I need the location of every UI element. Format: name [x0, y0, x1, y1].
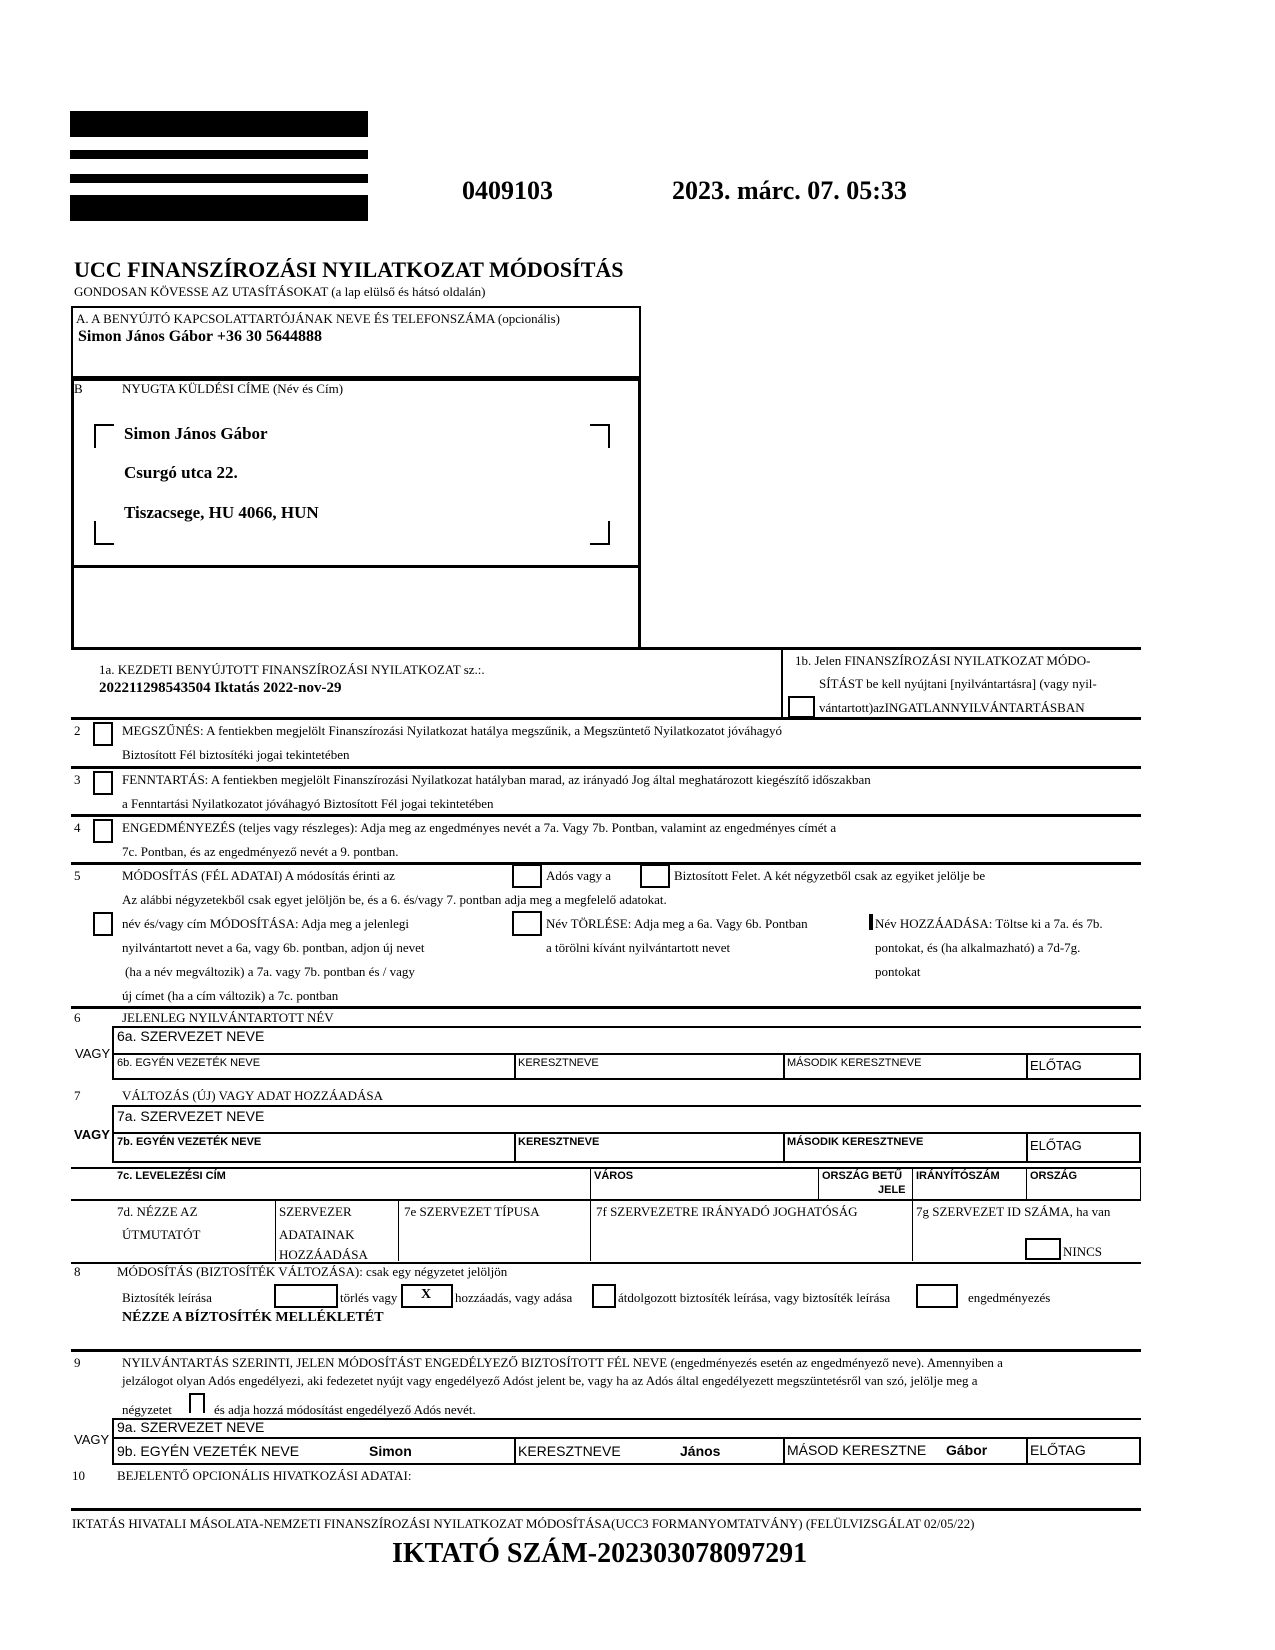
s7d2-line1: SZERVEZER — [279, 1204, 352, 1219]
s9b-value[interactable]: Simon — [369, 1443, 412, 1459]
blank-box — [71, 568, 641, 648]
s7c-col-4 — [1026, 1167, 1027, 1199]
s7d-col-2 — [398, 1199, 399, 1261]
form-subtitle: GONDOSAN KÖVESSE AZ UTASÍTÁSOKAT (a lap elülső és hátsó oldalán) — [74, 284, 486, 299]
s5-opt1-line4: új címet (ha a cím változik) a 7c. pontban — [122, 988, 339, 1003]
s7-num: 7 — [74, 1088, 81, 1103]
divider-1 — [71, 647, 1141, 650]
s10-num: 10 — [72, 1468, 85, 1483]
s3-num: 3 — [74, 772, 81, 787]
s2-line2: Biztosított Fél biztosítéki jogai tekintetében — [122, 747, 350, 762]
s6-col-3 — [1026, 1053, 1028, 1080]
form-title: UCC FINANSZÍROZÁSI NYILATKOZAT MÓDOSÍTÁS — [74, 257, 624, 282]
s9-col-1 — [514, 1437, 516, 1465]
s1b-line3: vántartott)azINGATLANNYILVÁNTARTÁSBAN — [819, 700, 1085, 715]
s6a-label: 6a. SZERVEZET NEVE — [117, 1028, 265, 1044]
section-b-label: NYUGTA KÜLDÉSI CÍME (Név és Cím) — [122, 381, 344, 396]
s5-debtor-checkbox[interactable] — [512, 864, 542, 888]
s6b-label: 6b. EGYÉN VEZETÉK NEVE — [117, 1057, 261, 1069]
s5-opt3-line1: Név HOZZÁADÁSA: Töltse ki a 7a. és 7b. — [875, 916, 1103, 931]
s7-middlename-label: MÁSODIK KERESZTNEVE — [787, 1136, 924, 1148]
s9-col-3 — [1026, 1437, 1028, 1465]
s7-left-border — [112, 1105, 114, 1163]
divider-4 — [71, 814, 1141, 817]
s5-opt1-line1: név és/vagy cím MÓDOSÍTÁSA: Adja meg a jelenlegi — [122, 916, 410, 931]
s8-text-2: törlés vagy — [340, 1290, 398, 1305]
s5-opt3-line3: pontokat — [875, 964, 921, 979]
s7-vagy: VAGY — [74, 1127, 110, 1142]
s5-line1a: MÓDOSÍTÁS (FÉL ADATAI) A módosítás érinti az — [122, 868, 395, 883]
s9-line3a: négyzetet — [122, 1402, 172, 1417]
header-bar-4 — [70, 195, 368, 221]
s7d-col-4 — [912, 1199, 913, 1261]
s7g-none-label: NINCS — [1063, 1244, 1103, 1259]
s5-line1c: Biztosított Felet. A két négyzetből csak az egyiket jelölje be — [674, 868, 986, 883]
address-corner-br — [590, 521, 610, 545]
s9-checkbox[interactable] — [189, 1393, 205, 1413]
s6-row-mid — [113, 1053, 1141, 1055]
s7-prefix-label: ELŐTAG — [1030, 1138, 1082, 1153]
header-bar-1 — [70, 111, 368, 137]
s1b-checkbox[interactable] — [788, 696, 815, 718]
s7c-col-3 — [912, 1167, 913, 1199]
s9-line1: NYILVÁNTARTÁS SZERINTI, JELEN MÓDOSÍTÁST ENGEDÉLYEZŐ BIZTOSÍTOTT FÉL NEVE (engedményezés esetén az engedményező neve). Amennyiben a — [122, 1355, 1003, 1370]
s7d2-line2: ADATAINAK — [279, 1227, 355, 1242]
section-b-letter: B — [74, 381, 83, 396]
s8-note: NÉZZE A BÍZTOSÍTÉK MELLÉKLETÉT — [122, 1310, 384, 1325]
address-corner-tr — [590, 424, 610, 448]
s7a-label: 7a. SZERVEZET NEVE — [117, 1108, 265, 1124]
s4-checkbox[interactable] — [93, 819, 113, 843]
s9-middlename-value[interactable]: Gábor — [946, 1442, 988, 1458]
s7c-city-label: VÁROS — [594, 1170, 634, 1182]
s9-row-top — [113, 1418, 1141, 1420]
section-a-value: Simon János Gábor +36 30 5644888 — [78, 328, 322, 345]
s6-middlename-label: MÁSODIK KERESZTNEVE — [787, 1057, 922, 1069]
s5-secured-party-checkbox[interactable] — [640, 864, 670, 888]
s8-restate-checkbox[interactable] — [592, 1284, 616, 1308]
s9-num: 9 — [74, 1355, 81, 1370]
s6-right-border — [1139, 1053, 1141, 1080]
s7c-row-top — [71, 1167, 1141, 1169]
s5-change-checkbox[interactable] — [93, 912, 113, 936]
s7-col-2 — [783, 1132, 785, 1163]
s7c-country-label: ORSZÁG — [1030, 1170, 1078, 1182]
s2-checkbox[interactable] — [93, 722, 113, 746]
s9-vagy: VAGY — [74, 1432, 110, 1447]
s4-line1: ENGEDMÉNYEZÉS (teljes vagy részleges): Adja meg az engedményes nevét a 7a. Vagy 7b. Pontban, valamint az engedményes címét a — [122, 820, 837, 835]
s6-title: JELENLEG NYILVÁNTARTOTT NÉV — [122, 1010, 334, 1025]
s7d-line1: 7d. NÉZZE AZ — [117, 1204, 198, 1219]
address-name: Simon János Gábor — [124, 424, 268, 443]
s5-line1b: Adós vagy a — [546, 868, 611, 883]
divider-3 — [71, 766, 1141, 769]
s6-prefix-label: ELŐTAG — [1030, 1058, 1082, 1073]
s5-num: 5 — [74, 868, 81, 883]
s7b-label: 7b. EGYÉN VEZETÉK NEVE — [117, 1136, 262, 1148]
s5-opt3-line2: pontokat, és (ha alkalmazható) a 7d-7g. — [875, 940, 1081, 955]
s8-title: MÓDOSÍTÁS (BIZTOSÍTÉK VÁLTOZÁSA): csak egy négyzetet jelöljön — [117, 1264, 508, 1279]
s7-title: VÁLTOZÁS (ÚJ) VAGY ADAT HOZZÁADÁSA — [122, 1088, 383, 1103]
s7c-col-1 — [590, 1167, 591, 1199]
s6-col-2 — [783, 1053, 785, 1080]
s7d-col-3 — [590, 1199, 591, 1261]
s7c-right-border — [1140, 1167, 1141, 1199]
s5-opt1-line3: (ha a név megváltozik) a 7a. vagy 7b. pontban és / vagy — [125, 964, 415, 979]
s8-num: 8 — [74, 1264, 81, 1279]
footer-filing-number: IKTATÓ SZÁM-202303078097291 — [392, 1538, 808, 1569]
s1b-line2: SÍTÁST be kell nyújtani [nyilvántartásra] (vagy nyil- — [819, 676, 1097, 691]
s3-line1: FENNTARTÁS: A fentiekben megjelölt Finanszírozási Nyilatkozat hatályban marad, az irányadó Jog által meghatározott kiegészítő időszakban — [122, 772, 871, 787]
s7d2-line3: HOZZÁADÁSA — [279, 1247, 368, 1262]
s5-delete-checkbox[interactable] — [512, 911, 542, 936]
s9a-label: 9a. SZERVEZET NEVE — [117, 1419, 265, 1435]
address-corner-bl — [94, 521, 114, 545]
s8-text-3: hozzáadás, vagy adása — [455, 1290, 573, 1305]
s1a-value: 202211298543504 Iktatás 2022-nov-29 — [99, 680, 342, 696]
s9-left-border — [112, 1418, 114, 1465]
s9-line2: jelzálogot olyan Adós engedélyezi, aki fedezetet nyújt vagy engedélyező Adóst jelent be, vagy ha az Adós által engedélyezett megszüntetésről van szó, jelölje meg a — [122, 1373, 978, 1388]
s6-vagy: VAGY — [75, 1046, 111, 1061]
s7c-zip-label: IRÁNYÍTÓSZÁM — [916, 1170, 1000, 1182]
s5-opt1-line2: nyilvántartott nevet a 6a, vagy 6b. pontban, adjon új nevet — [122, 940, 425, 955]
s8-add-mark: X — [421, 1287, 432, 1302]
s7c-label: 7c. LEVELEZÉSI CÍM — [117, 1170, 226, 1182]
s1b-line1: 1b. Jelen FINANSZÍROZÁSI NYILATKOZAT MÓDO- — [795, 653, 1091, 668]
s7-row-top — [113, 1105, 1141, 1107]
s2-line1: MEGSZŰNÉS: A fentiekben megjelölt Finanszírozási Nyilatkozat hatálya megszűnik, a Megszüntető Nyilatkozatot jóváhagyó — [122, 723, 782, 738]
s7-row-mid — [113, 1132, 1141, 1134]
s6-col-1 — [514, 1053, 516, 1080]
s1a-label: 1a. KEZDETI BENYÚJTOTT FINANSZÍROZÁSI NYILATKOZAT sz.:. — [99, 662, 485, 677]
s9-row-mid — [113, 1437, 1141, 1439]
s7d-row-top — [71, 1199, 1141, 1201]
address-city: Tiszacsege, HU 4066, HUN — [124, 503, 319, 522]
s4-num: 4 — [74, 820, 81, 835]
s9-middlename-label: MÁSOD KERESZTNE — [787, 1442, 927, 1458]
divider-2 — [71, 717, 1141, 720]
footer-copy-label: IKTATÁS HIVATALI MÁSOLATA-NEMZETI FINANSZÍROZÁSI NYILATKOZAT MÓDOSÍTÁSA(UCC3 FORMANYOMTATVÁNY) (FELÜLVIZSGÁLAT 02/05/22) — [72, 1516, 975, 1531]
s1b-left-border — [781, 647, 783, 717]
divider-5 — [71, 862, 1141, 865]
s4-line2: 7c. Pontban, és az engedményező nevét a 9. pontban. — [122, 844, 399, 859]
s7c-col-2 — [818, 1167, 819, 1199]
s9-col-2 — [783, 1437, 785, 1465]
filing-datetime: 2023. márc. 07. 05:33 — [672, 176, 907, 205]
s5-line2: Az alábbi négyzetekből csak egyet jelöljön be, és a 6. és/vagy 7. pontban adja meg a megfelelő adatokat. — [122, 892, 667, 907]
s7-row-bottom — [113, 1161, 1141, 1163]
s8-text-4: átdolgozott biztosíték leírása, vagy biztosíték leírása — [618, 1290, 891, 1305]
s7-right-border — [1139, 1132, 1141, 1163]
s8-assign-checkbox[interactable] — [916, 1284, 958, 1308]
s6-firstname-label: KERESZTNEVE — [518, 1057, 599, 1069]
s9-firstname-label: KERESZTNEVE — [518, 1443, 621, 1459]
s5-opt2-line1: Név TÖRLÉSE: Adja meg a 6a. Vagy 6b. Pontban — [546, 916, 808, 931]
s9-firstname-value[interactable]: János — [680, 1443, 721, 1459]
s9-right-border — [1139, 1437, 1141, 1465]
s8-text-1: Biztosíték leírása — [122, 1290, 212, 1305]
s7-col-1 — [514, 1132, 516, 1163]
address-corner-tl — [94, 424, 114, 448]
section-a-label: A. A BENYÚJTÓ KAPCSOLATTARTÓJÁNAK NEVE ÉS TELEFONSZÁMA (opcionális) — [76, 311, 560, 326]
s7d-col-1 — [275, 1199, 276, 1261]
s7e-label: 7e SZERVEZET TÍPUSA — [404, 1204, 540, 1219]
s7c-country-code-l1: ORSZÁG BETŰ — [822, 1170, 903, 1182]
s7d-line2: ÚTMUTATÓT — [122, 1227, 201, 1242]
s9-row-bottom — [113, 1463, 1141, 1465]
s6-num: 6 — [74, 1010, 81, 1025]
s6-row-bottom — [113, 1078, 1141, 1080]
s5-opt2-line2: a törölni kívánt nyilvántartott nevet — [546, 940, 731, 955]
header-bar-3 — [70, 174, 368, 183]
s7-firstname-label: KERESZTNEVE — [518, 1136, 600, 1148]
s8-text-5: engedményezés — [968, 1290, 1051, 1305]
s3-checkbox[interactable] — [93, 771, 113, 795]
s3-line2: a Fenntartási Nyilatkozatot jóváhagyó Biztosított Fél jogai tekintetében — [122, 796, 494, 811]
filing-code: 0409103 — [462, 176, 553, 205]
divider-9 — [71, 1349, 1141, 1352]
s5-add-checkbox[interactable] — [869, 914, 873, 930]
address-street: Csurgó utca 22. — [124, 463, 238, 482]
s8-delete-checkbox[interactable] — [274, 1284, 338, 1308]
s10-label: BEJELENTŐ OPCIONÁLIS HIVATKOZÁSI ADATAI: — [117, 1468, 412, 1483]
s6-row-top — [113, 1026, 1141, 1028]
s9b-label: 9b. EGYÉN VEZETÉK NEVE — [117, 1443, 300, 1459]
s9-prefix-label: ELŐTAG — [1030, 1442, 1086, 1458]
s7f-label: 7f SZERVEZETRE IRÁNYADÓ JOGHATÓSÁG — [596, 1204, 858, 1219]
divider-6 — [71, 1006, 1141, 1009]
s7g-none-checkbox[interactable] — [1025, 1238, 1061, 1260]
s2-num: 2 — [74, 723, 81, 738]
footer-divider — [71, 1508, 1141, 1511]
s7c-country-code-l2: JELE — [878, 1184, 906, 1196]
s7g-label: 7g SZERVEZET ID SZÁMA, ha van — [916, 1204, 1111, 1219]
s7-col-3 — [1026, 1132, 1028, 1163]
header-bar-2 — [70, 150, 368, 159]
s9-line3b: és adja hozzá módosítást engedélyező Adós nevét. — [214, 1402, 476, 1417]
